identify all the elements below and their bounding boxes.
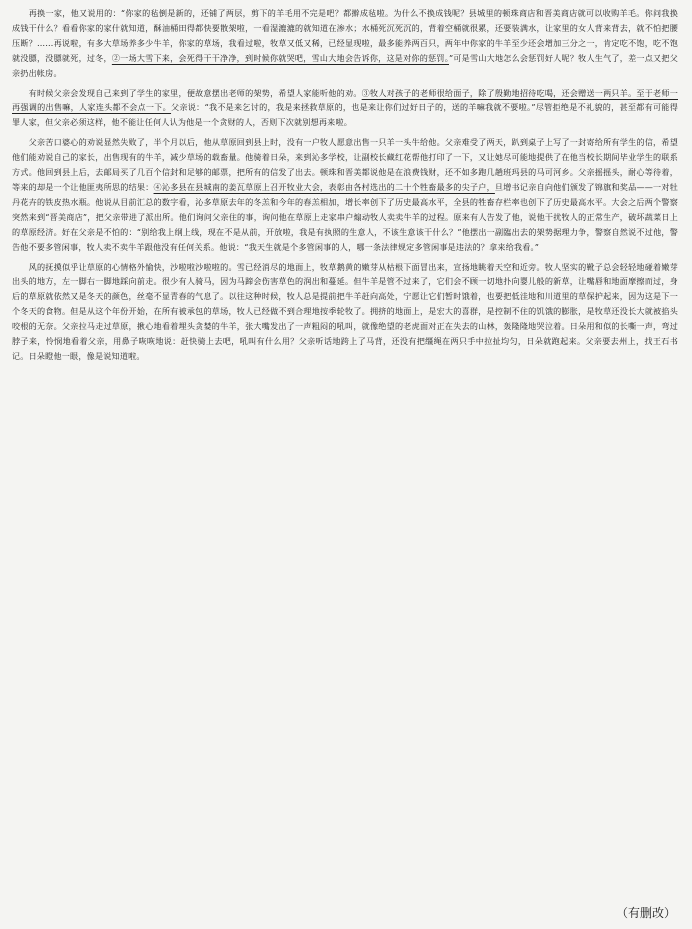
paragraph-3 xyxy=(12,135,678,254)
underlined-sentence-3: ③牧人对孩子的老师很给面子，除了殷勤地招待吃喝，还会赠送一两只羊。至于老师一再强调的出售嘛，人家连头都不会点一下。 xyxy=(12,87,678,113)
paragraph-3-text-a: 父亲苦口婆心的劝说显然失败了，半个月以后，他从草原回到县上时，没有一户牧人愿意出售一只羊一头牛给他。父亲难受了两天，趴到桌子上写了一封寄给所有学生的信，希望他们能劝说自己的家长，出售现有的牛羊，减少草场的载畜量。他骑着日朵，来到沁多学校，让副校长藏红花帮他打印了一下，又让她尽可能地提供了在他当校长期间毕业学生的联系方式。他回到县上后，去邮局买了几百个信封和足够的邮票，把所有的信发了出去。顿珠和晋美都说他是在浪费钱财，还不如多跑几趟班玛县的马可河乡。父亲摇摇头，耐心等待着，等来的却是一个让他匪夷所思的结果： xyxy=(12,137,678,192)
underlined-sentence-2: ②一场大雪下来，会死得干干净净，到时候你就哭吧，雪山大地会告诉你，这是对你的惩罚。 xyxy=(111,52,449,63)
paragraph-1-text-b: ”可是雪山大地怎么会惩罚好人呢？牧人生气了，差一点又把父亲扔出帐房。 xyxy=(12,52,678,78)
paragraph-4 xyxy=(12,260,678,364)
underlined-sentence-4: ④沁多县在县城南的姜瓦草原上召开牧业大会，表彰由各村选出的二十个牲畜最多的尖子户， xyxy=(153,181,495,192)
source-note: （有删改） xyxy=(615,906,676,920)
paragraph-3-text-b: 旦增书记亲自向他们颁发了锦旗和奖品——一对牡丹花卉的铁皮热水瓶。他说从目前汇总的数字看，沁多草原去年的冬羔和今年的春羔相加，增长率创下了历史最高水平，全县的牲畜存栏率也创下了历史最高水平。大会之后两个警察突然来到“晋美商店”，把父亲带进了派出所。他们询问父亲住的事，询问他在草原上走家串户煽动牧人卖卖牛羊的过程。原来有人告发了他，说他干扰牧人的正常生产，破坏蔬菜日上的草原经济。好在父亲是不怕的：“别给我上纲上线，现在不是从前，开放啦，我是有执照的生意人，不该生意该干什么？”他摆出一副臨出去的架势据理力争，警察自然说不过他，警告他不要多管闲事，牧人卖不卖牛羊跟他没有任何关系。他说：“我天生就是个多管闲事的人，哪一条法律规定多管闲事是违法的？拿来给我看。” xyxy=(12,181,679,252)
paragraph-2-text-b: 父亲说：“我不是来乞讨的，我是来拯救草原的，也是来让你们过好日子的，送的羊嘛我就不要啦。”尽管拒绝是不礼貌的，甚至都有可能得罪人家，但父亲必须这样，他不能让任何人认为他是一个贪财的人，否则下次就别想再来啦。 xyxy=(12,102,678,128)
paragraph-2-text-a: 有时候父亲会发现自己来到了学生的家里，便故意摆出老师的架势，希望人家能听他的劝。 xyxy=(28,87,362,98)
paragraph-1 xyxy=(12,6,678,81)
paragraph-2 xyxy=(12,86,678,131)
paragraph-4-text: 风的抚摸似乎让草原的心情格外愉快，沙啦啦沙啦啦的。雪已经消尽的地面上，牧草鹅黄的嫩芽从枯根下面冒出来，宣扬地眺着天空和近旁。牧人坚实的靴子总会轻轻地碰着嫩芽出头的地方，左一脚右一脚地踩向前走。很少有人骑马，因为马蹄会伤害草色的润出和蔓延。但牛羊是管不过来了，它们会不顾一切地扑向婴儿般的新草，让嘴唇和地面摩擦而过，身后的草原就依然又是冬天的颜色，丝毫不显青春的气息了。以往这种时候，牧人总是提前把牛羊赶向高处，宁愿让它们暂时饿着，也要把低洼地和川道里的草保护起来，因为这是下一个冬天的食物。但是从这个年份开始，在所有被承包的草场，牧人已经做不到合理地按季轮牧了。拥挤的地面上，是宏大的喜群，是控制不住的饥饿的膨胀，是牧草还没长大就被掐头咬根的无奈。父亲拉马走过草原，揪心地看着埋头贪婪的牛羊，张大嘴发出了一声粗闷的吼叫，就像绝望的老虎面对正在失去的山林，轰隆隆地哭泣着。日朵用和似的长嘶一声，弯过脖子来，怜悯地看着父亲，用鼻子咴咴地说：赶快骑上去吧，吼叫有什么用？父亲听话地跨上了马背，还没有把缰绳在两只手中拉扯均匀，日朵就跑起来。父亲要去州上，找王石书记。日朵瞪他一眼，像是说知道啦。 xyxy=(12,261,678,361)
paragraph-1-text-a: 再换一家，他又说用的：“你家的毡倒是新的，还铺了两层，剪下的羊毛用不完是吧？都擀成毡啦。为什么不换成钱呢？县城里的顿珠商店和晋美商店就可以收购羊毛。你问我换成钱干什么？看看你家的家什就知道，酥油桶田得都快要散架啦，一看湿漉漉的就知道在渗水；水桶死沉死沉的，背着空桶就很累，还要装满水，让家里的女人背来背去，就不怕把腰压断？……再说啦，有多大草场养多少牛羊，你家的草场，我看过啦，牧草又低又稀，已经显现啦，最多能养两百只，两年中你家的牛羊至少还会增加三分之一，肯定吃不饱，吃不饱就没膘，没膘就死，过冬， xyxy=(12,8,679,63)
